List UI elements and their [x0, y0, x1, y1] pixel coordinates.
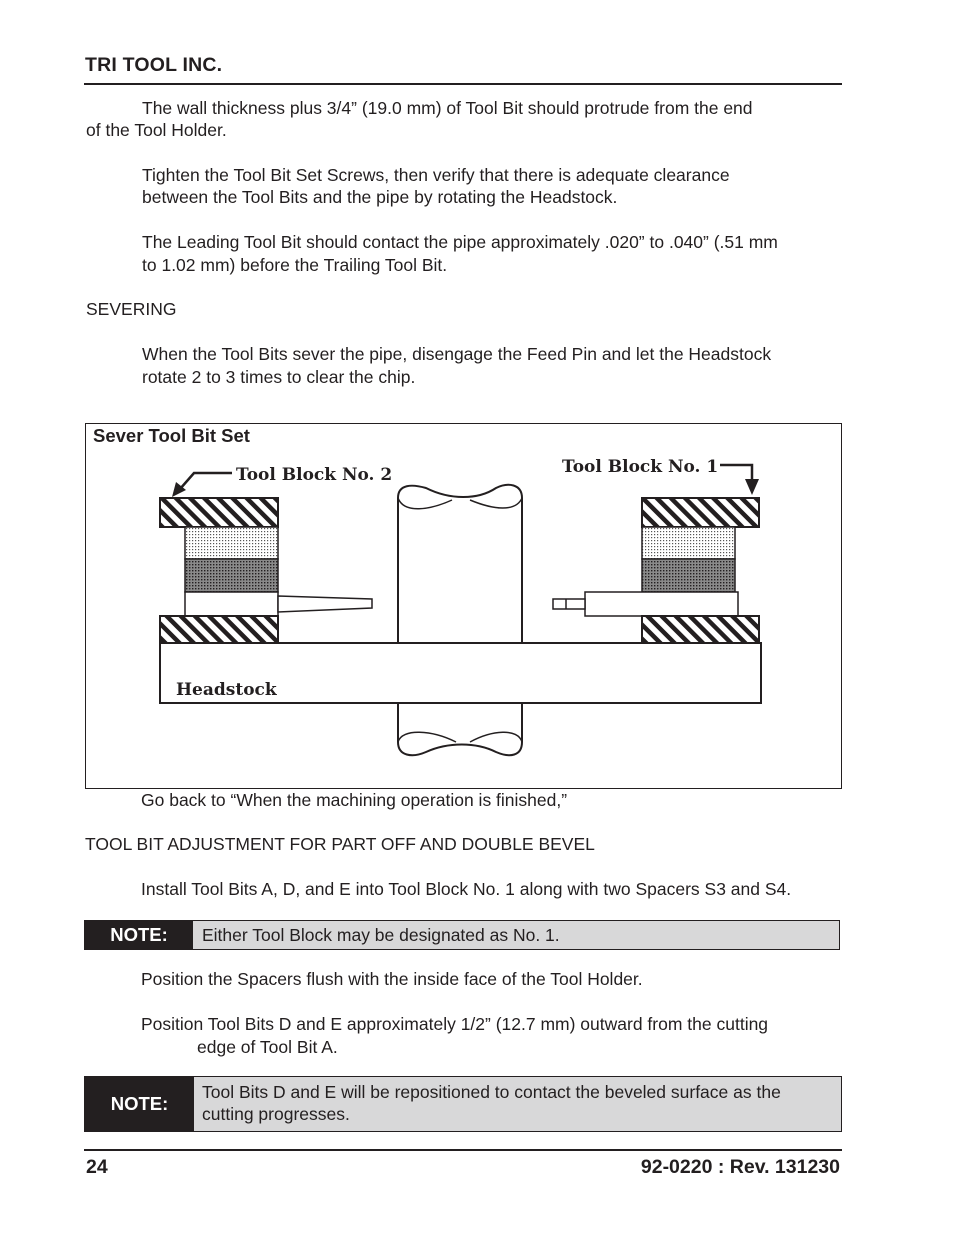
paragraph-7: Position the Spacers flush with the inside face of the Tool Holder.: [141, 969, 643, 989]
tool-block-1-arrowhead: [745, 479, 759, 495]
tool-block-1-label: Tool Block No. 1: [562, 457, 719, 477]
document-revision: 92-0220 : Rev. 131230: [640, 1156, 840, 1178]
tool-block-2-holder: [185, 592, 278, 616]
section-heading-tool-bit-adjustment: TOOL BIT ADJUSTMENT FOR PART OFF AND DOUBLE BEVEL: [85, 834, 595, 854]
tool-bit-left: [278, 596, 372, 612]
section-heading-severing: SEVERING: [86, 299, 177, 319]
note-1-label: NOTE:: [85, 921, 193, 949]
paragraph-1-line-1: The wall thickness plus 3/4” (19.0 mm) of Tool Bit should protrude from the end: [142, 98, 753, 118]
header-rule: [84, 83, 842, 85]
pipe-lower: [398, 703, 522, 755]
tool-block-2-label: Tool Block No. 2: [236, 465, 393, 485]
paragraph-2-line-1: Tighten the Tool Bit Set Screws, then verify that there is adequate clearance: [142, 165, 730, 185]
paragraph-8-line-1: Position Tool Bits D and E approximately 1/2” (12.7 mm) outward from the cutting: [141, 1014, 769, 1034]
paragraph-2-line-2: between the Tool Bits and the pipe by rotating the Headstock.: [142, 187, 618, 207]
note-box-2: [84, 1076, 842, 1132]
note-2-text-line-2: cutting progresses.: [202, 1104, 350, 1124]
note-1-text: Either Tool Block may be designated as No. 1.: [202, 925, 560, 945]
footer-rule: [84, 1149, 842, 1151]
tool-block-2-spacer-light: [185, 527, 278, 559]
tool-block-1-top-plate: [642, 498, 759, 527]
paragraph-3-line-1: The Leading Tool Bit should contact the pipe approximately .020” to .040” (.51 mm: [142, 232, 778, 252]
tool-block-1-bottom-plate: [642, 616, 759, 643]
tool-block-2-arrow: [180, 473, 232, 489]
paragraph-4-line-1: When the Tool Bits sever the pipe, disengage the Feed Pin and let the Headstock: [142, 344, 772, 364]
note-box-1: [84, 920, 840, 950]
paragraph-4-line-2: rotate 2 to 3 times to clear the chip.: [142, 367, 416, 387]
company-header: TRI TOOL INC.: [85, 54, 223, 76]
tool-block-2-spacer-dark: [185, 559, 278, 592]
note-2-text-line-1: Tool Bits D and E will be repositioned to contact the beveled surface as the: [202, 1082, 781, 1102]
paragraph-5: Go back to “When the machining operation is finished,”: [141, 790, 568, 810]
tool-bit-right: [553, 599, 585, 609]
note-2-label: NOTE:: [85, 1077, 194, 1131]
paragraph-3-line-2: to 1.02 mm) before the Trailing Tool Bit.: [142, 255, 448, 275]
tool-block-2-top-plate: [160, 498, 278, 527]
tool-block-2-bottom-plate: [160, 616, 278, 643]
pipe-upper: [398, 485, 522, 645]
sever-tool-bit-diagram: [86, 424, 840, 787]
tool-block-1-spacer-dark: [642, 559, 735, 592]
paragraph-8-line-2: edge of Tool Bit A.: [197, 1037, 338, 1057]
paragraph-1-line-2: of the Tool Holder.: [86, 120, 227, 140]
figure-title: Sever Tool Bit Set: [93, 425, 250, 446]
page-number: 24: [86, 1156, 108, 1178]
paragraph-6: Install Tool Bits A, D, and E into Tool Block No. 1 along with two Spacers S3 and S4.: [141, 879, 792, 899]
tool-block-1-holder: [585, 592, 738, 616]
headstock-label: Headstock: [176, 680, 277, 700]
tool-block-1-spacer-light: [642, 527, 735, 559]
